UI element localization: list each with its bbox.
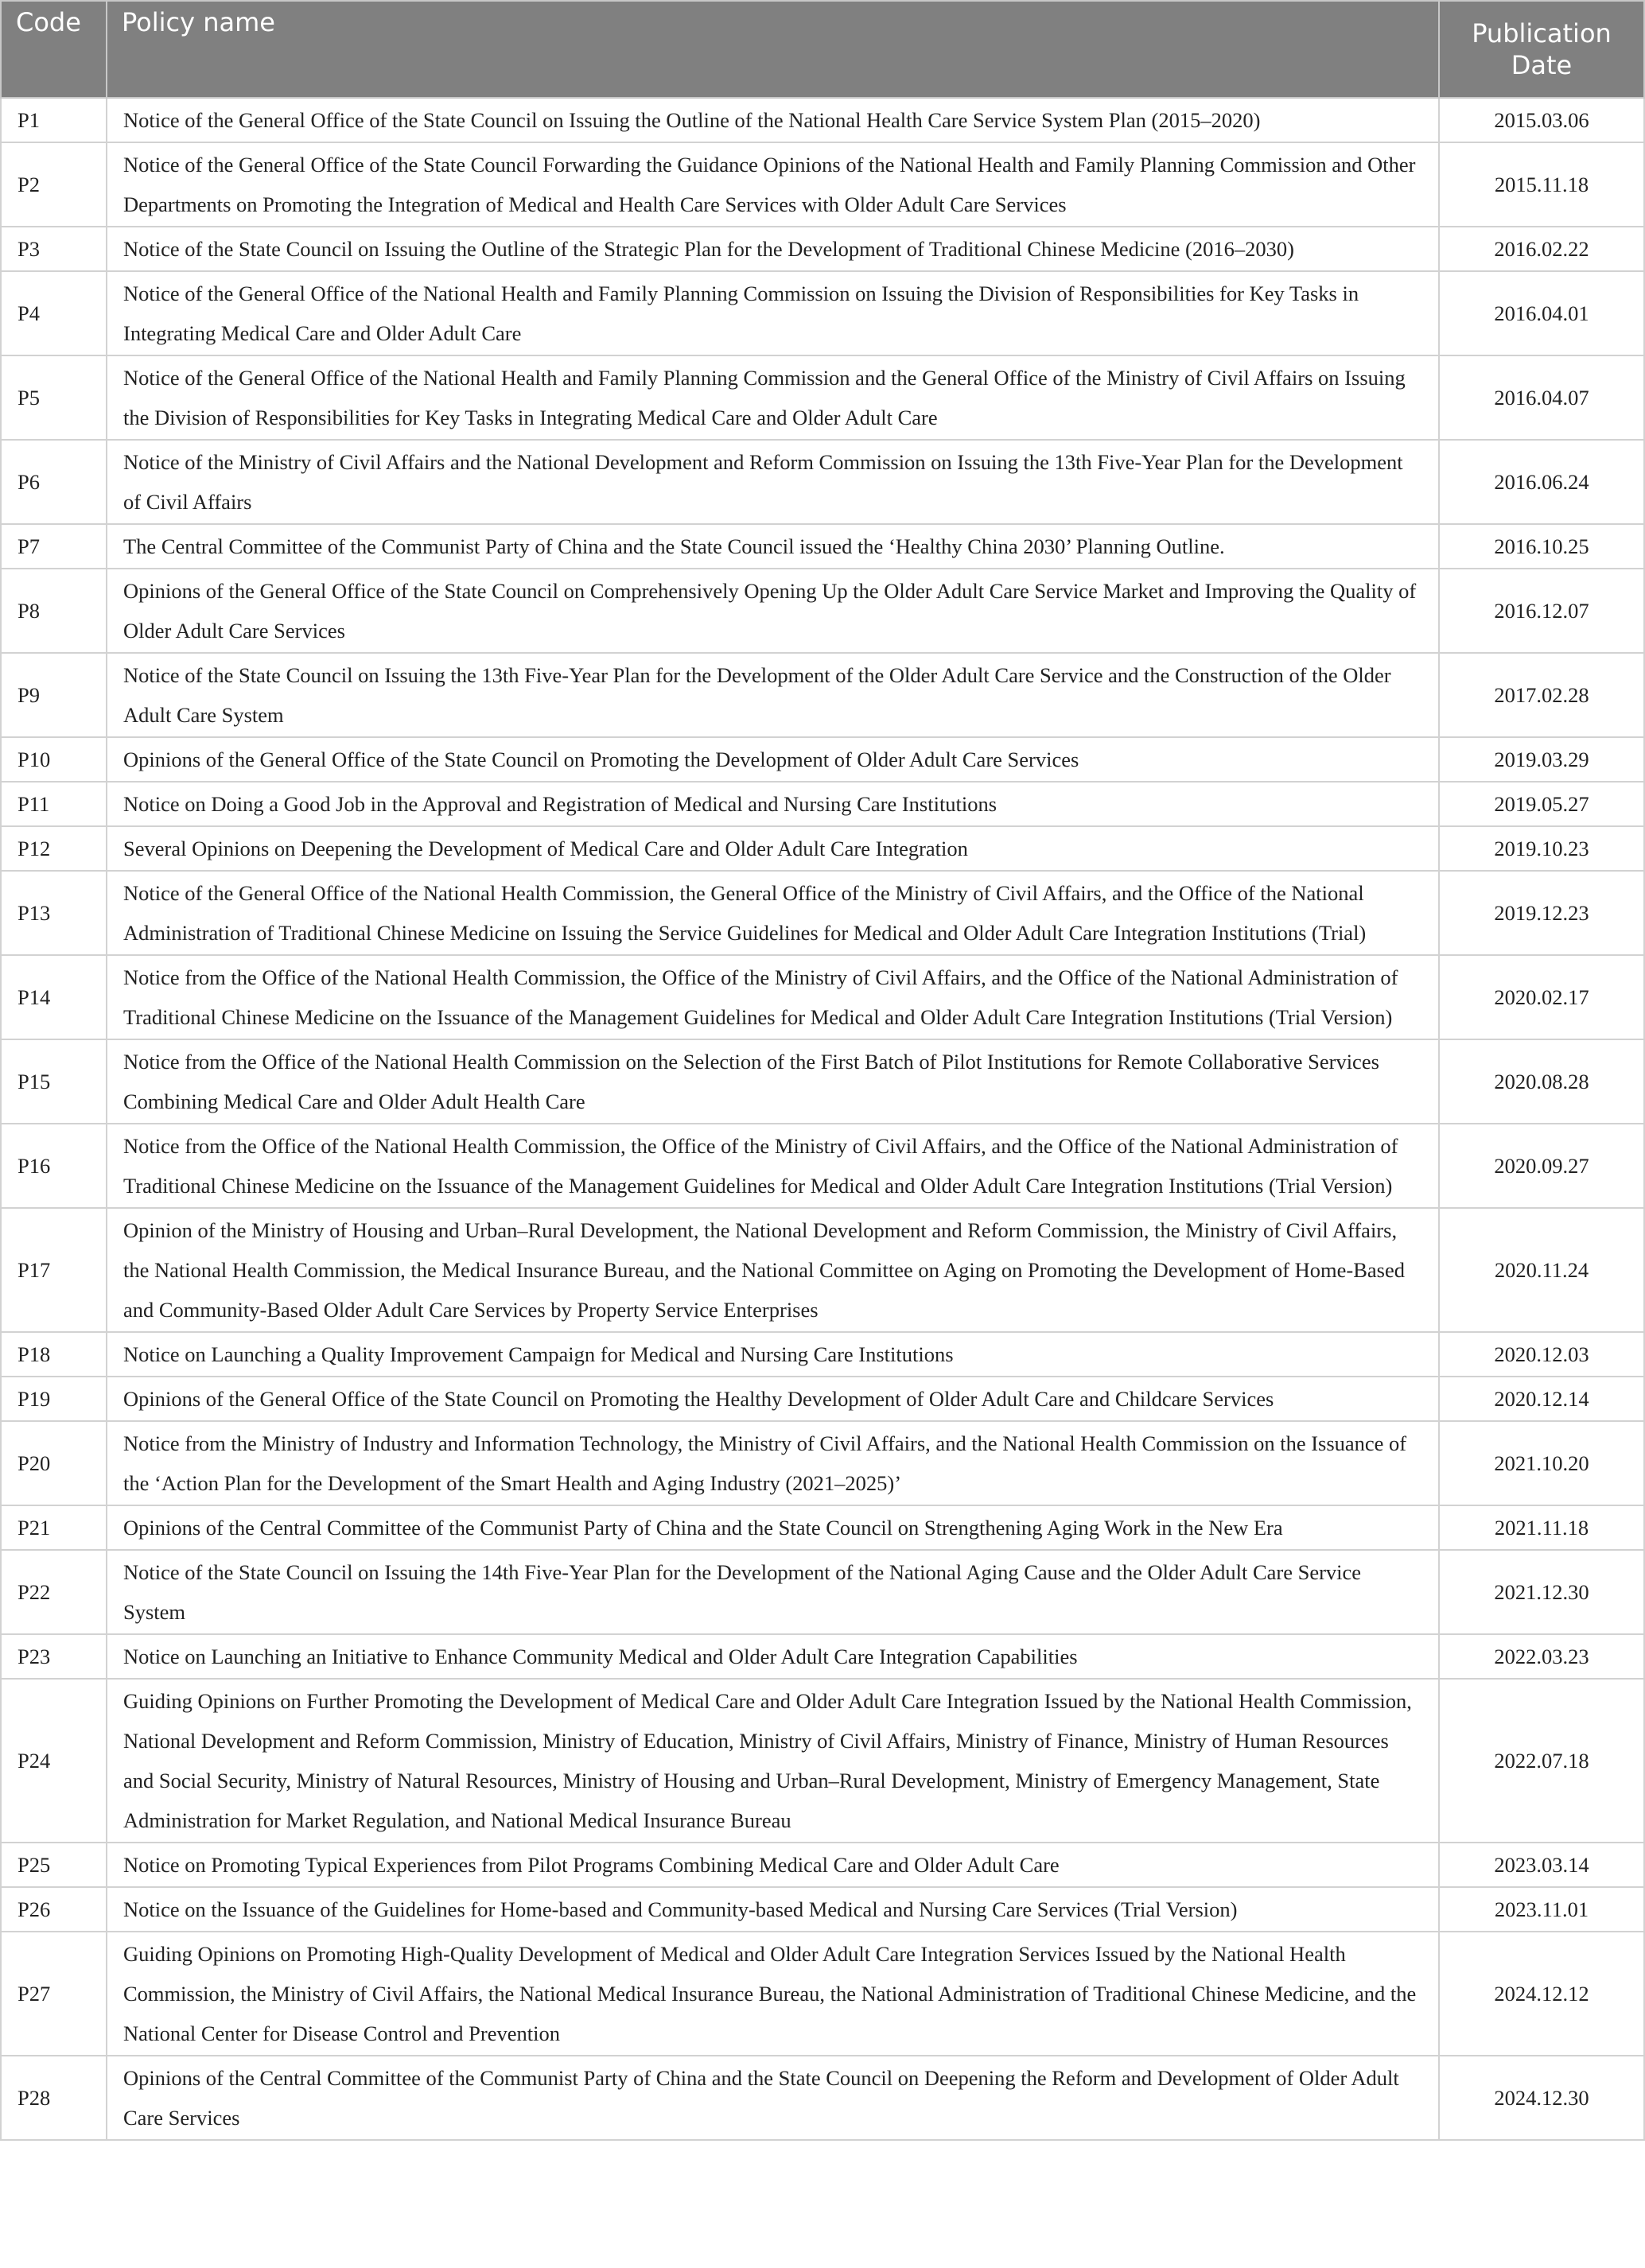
table-row <box>1 1887 1644 1932</box>
cell-publication-date: 2020.12.03 <box>1439 1332 1644 1377</box>
table-row <box>1 227 1644 271</box>
cell-policy-name: The Central Committee of the Communist Party of China and the State Council issued the ‘Healthy China 2030’ Planning Outline. <box>107 524 1439 569</box>
cell-code: P10 <box>1 737 107 782</box>
cell-policy-name: Notice on Launching an Initiative to Enhance Community Medical and Older Adult Care Integration Capabilities <box>107 1634 1439 1679</box>
cell-policy-name: Notice of the General Office of the National Health and Family Planning Commission and the General Office of the Ministry of Civil Affairs on Issuing the Division of Responsibilities for Key Tasks in Integrating Medical Care and Older Adult Care <box>107 355 1439 440</box>
cell-publication-date: 2016.12.07 <box>1439 569 1644 653</box>
cell-code: P2 <box>1 142 107 227</box>
table-row <box>1 826 1644 871</box>
cell-code: P16 <box>1 1124 107 1208</box>
cell-code: P12 <box>1 826 107 871</box>
cell-code: P21 <box>1 1505 107 1550</box>
cell-code: P17 <box>1 1208 107 1332</box>
table-row <box>1 1634 1644 1679</box>
cell-publication-date: 2024.12.12 <box>1439 1932 1644 2056</box>
header-row <box>1 1 1644 98</box>
table-row <box>1 1421 1644 1505</box>
cell-publication-date: 2016.10.25 <box>1439 524 1644 569</box>
table-row <box>1 871 1644 955</box>
cell-policy-name: Notice from the Office of the National Health Commission, the Office of the Ministry of Civil Affairs, and the Office of the National Administration of Traditional Chinese Medicine on the Issuance of the Management Guidelines for Medical and Older Adult Care Integration Institutions (Trial Version) <box>107 1124 1439 1208</box>
table-row <box>1 1505 1644 1550</box>
table-row <box>1 98 1644 142</box>
cell-publication-date: 2019.10.23 <box>1439 826 1644 871</box>
cell-publication-date: 2017.02.28 <box>1439 653 1644 737</box>
table-row <box>1 782 1644 826</box>
cell-policy-name: Notice from the Ministry of Industry and Information Technology, the Ministry of Civil Affairs, and the National Health Commission on the Issuance of the ‘Action Plan for the Development of the Smart Health and Aging Industry (2021–2025)’ <box>107 1421 1439 1505</box>
cell-publication-date: 2020.09.27 <box>1439 1124 1644 1208</box>
cell-policy-name: Notice on Promoting Typical Experiences from Pilot Programs Combining Medical Care and Older Adult Care <box>107 1843 1439 1887</box>
table-row <box>1 271 1644 355</box>
table-row <box>1 1208 1644 1332</box>
cell-publication-date: 2020.02.17 <box>1439 955 1644 1039</box>
cell-publication-date: 2022.07.18 <box>1439 1679 1644 1843</box>
table-row <box>1 737 1644 782</box>
cell-policy-name: Notice from the Office of the National Health Commission, the Office of the Ministry of Civil Affairs, and the Office of the National Administration of Traditional Chinese Medicine on the Issuance of the Management Guidelines for Medical and Older Adult Care Integration Institutions (Trial Version) <box>107 955 1439 1039</box>
cell-policy-name: Notice on Doing a Good Job in the Approval and Registration of Medical and Nursing Care Institutions <box>107 782 1439 826</box>
cell-code: P23 <box>1 1634 107 1679</box>
cell-policy-name: Notice of the Ministry of Civil Affairs and the National Development and Reform Commission on Issuing the 13th Five-Year Plan for the Development of Civil Affairs <box>107 440 1439 524</box>
cell-policy-name: Opinions of the Central Committee of the Communist Party of China and the State Council on Strengthening Aging Work in the New Era <box>107 1505 1439 1550</box>
cell-code: P25 <box>1 1843 107 1887</box>
cell-policy-name: Notice of the State Council on Issuing the 14th Five-Year Plan for the Development of the National Aging Cause and the Older Adult Care Service System <box>107 1550 1439 1634</box>
cell-code: P1 <box>1 98 107 142</box>
cell-policy-name: Guiding Opinions on Further Promoting the Development of Medical Care and Older Adult Care Integration Issued by the National Health Commission, National Development and Reform Commission, Ministry of Education, Ministry of Civil Affairs, Ministry of Finance, Ministry of Human Resources and Social Security, Ministry of Natural Resources, Ministry of Housing and Urban–Rural Development, Ministry of Emergency Management, State Administration for Market Regulation, and National Medical Insurance Bureau <box>107 1679 1439 1843</box>
cell-code: P6 <box>1 440 107 524</box>
cell-publication-date: 2022.03.23 <box>1439 1634 1644 1679</box>
cell-publication-date: 2019.05.27 <box>1439 782 1644 826</box>
cell-code: P27 <box>1 1932 107 2056</box>
table-row <box>1 569 1644 653</box>
cell-publication-date: 2020.08.28 <box>1439 1039 1644 1124</box>
cell-code: P14 <box>1 955 107 1039</box>
cell-publication-date: 2015.03.06 <box>1439 98 1644 142</box>
cell-code: P8 <box>1 569 107 653</box>
table-row <box>1 1843 1644 1887</box>
cell-code: P7 <box>1 524 107 569</box>
cell-code: P13 <box>1 871 107 955</box>
table-row <box>1 142 1644 227</box>
table-row <box>1 1377 1644 1421</box>
table-row <box>1 1932 1644 2056</box>
cell-policy-name: Notice of the General Office of the National Health Commission, the General Office of the Ministry of Civil Affairs, and the Office of the National Administration of Traditional Chinese Medicine on Issuing the Service Guidelines for Medical and Older Adult Care Integration Institutions (Trial) <box>107 871 1439 955</box>
cell-policy-name: Notice of the State Council on Issuing the Outline of the Strategic Plan for the Development of Traditional Chinese Medicine (2016–2030) <box>107 227 1439 271</box>
cell-policy-name: Guiding Opinions on Promoting High-Quality Development of Medical and Older Adult Care Integration Services Issued by the National Health Commission, the Ministry of Civil Affairs, the National Medical Insurance Bureau, the National Administration of Traditional Chinese Medicine, and the National Center for Disease Control and Prevention <box>107 1932 1439 2056</box>
cell-publication-date: 2016.04.07 <box>1439 355 1644 440</box>
table-row <box>1 653 1644 737</box>
cell-publication-date: 2016.02.22 <box>1439 227 1644 271</box>
cell-code: P9 <box>1 653 107 737</box>
cell-publication-date: 2023.03.14 <box>1439 1843 1644 1887</box>
table-row <box>1 355 1644 440</box>
cell-policy-name: Opinions of the Central Committee of the Communist Party of China and the State Council on Deepening the Reform and Development of Older Adult Care Services <box>107 2056 1439 2140</box>
cell-publication-date: 2021.10.20 <box>1439 1421 1644 1505</box>
cell-policy-name: Opinions of the General Office of the State Council on Comprehensively Opening Up the Older Adult Care Service Market and Improving the Quality of Older Adult Care Services <box>107 569 1439 653</box>
cell-publication-date: 2021.11.18 <box>1439 1505 1644 1550</box>
table-row <box>1 1550 1644 1634</box>
cell-policy-name: Notice from the Office of the National Health Commission on the Selection of the First Batch of Pilot Institutions for Remote Collaborative Services Combining Medical Care and Older Adult Health Care <box>107 1039 1439 1124</box>
cell-policy-name: Notice of the General Office of the National Health and Family Planning Commission on Issuing the Division of Responsibilities for Key Tasks in Integrating Medical Care and Older Adult Care <box>107 271 1439 355</box>
cell-code: P4 <box>1 271 107 355</box>
cell-code: P11 <box>1 782 107 826</box>
cell-publication-date: 2016.04.01 <box>1439 271 1644 355</box>
cell-publication-date: 2019.03.29 <box>1439 737 1644 782</box>
table-row <box>1 440 1644 524</box>
cell-code: P18 <box>1 1332 107 1377</box>
table-row <box>1 524 1644 569</box>
cell-publication-date: 2024.12.30 <box>1439 2056 1644 2140</box>
cell-policy-name: Notice of the General Office of the State Council Forwarding the Guidance Opinions of the National Health and Family Planning Commission and Other Departments on Promoting the Integration of Medical and Health Care Services with Older Adult Care Services <box>107 142 1439 227</box>
cell-code: P15 <box>1 1039 107 1124</box>
cell-policy-name: Opinions of the General Office of the State Council on Promoting the Healthy Development of Older Adult Care and Childcare Services <box>107 1377 1439 1421</box>
header-policy-name: Policy name <box>107 1 1439 98</box>
cell-policy-name: Several Opinions on Deepening the Development of Medical Care and Older Adult Care Integration <box>107 826 1439 871</box>
cell-code: P19 <box>1 1377 107 1421</box>
cell-policy-name: Notice on the Issuance of the Guidelines for Home-based and Community-based Medical and Nursing Care Services (Trial Version) <box>107 1887 1439 1932</box>
cell-code: P22 <box>1 1550 107 1634</box>
table-row <box>1 955 1644 1039</box>
table-row <box>1 1332 1644 1377</box>
cell-publication-date: 2019.12.23 <box>1439 871 1644 955</box>
header-publication-date: Publication Date <box>1439 1 1644 98</box>
table-row <box>1 1039 1644 1124</box>
table-row <box>1 1124 1644 1208</box>
cell-publication-date: 2020.11.24 <box>1439 1208 1644 1332</box>
cell-code: P24 <box>1 1679 107 1843</box>
cell-policy-name: Opinions of the General Office of the State Council on Promoting the Development of Older Adult Care Services <box>107 737 1439 782</box>
table-row <box>1 1679 1644 1843</box>
cell-code: P20 <box>1 1421 107 1505</box>
cell-publication-date: 2023.11.01 <box>1439 1887 1644 1932</box>
cell-publication-date: 2016.06.24 <box>1439 440 1644 524</box>
cell-code: P28 <box>1 2056 107 2140</box>
cell-publication-date: 2021.12.30 <box>1439 1550 1644 1634</box>
table-body <box>1 98 1644 2140</box>
cell-code: P26 <box>1 1887 107 1932</box>
cell-policy-name: Notice of the State Council on Issuing the 13th Five-Year Plan for the Development of the Older Adult Care Service and the Construction of the Older Adult Care System <box>107 653 1439 737</box>
cell-code: P3 <box>1 227 107 271</box>
cell-publication-date: 2015.11.18 <box>1439 142 1644 227</box>
cell-policy-name: Notice on Launching a Quality Improvement Campaign for Medical and Nursing Care Institutions <box>107 1332 1439 1377</box>
cell-code: P5 <box>1 355 107 440</box>
table-row <box>1 2056 1644 2140</box>
cell-publication-date: 2020.12.14 <box>1439 1377 1644 1421</box>
header-code: Code <box>1 1 107 98</box>
cell-policy-name: Opinion of the Ministry of Housing and Urban–Rural Development, the National Development and Reform Commission, the Ministry of Civil Affairs, the National Health Commission, the Medical Insurance Bureau, and the National Committee on Aging on Promoting the Development of Home-Based and Community-Based Older Adult Care Services by Property Service Enterprises <box>107 1208 1439 1332</box>
cell-policy-name: Notice of the General Office of the State Council on Issuing the Outline of the National Health Care Service System Plan (2015–2020) <box>107 98 1439 142</box>
